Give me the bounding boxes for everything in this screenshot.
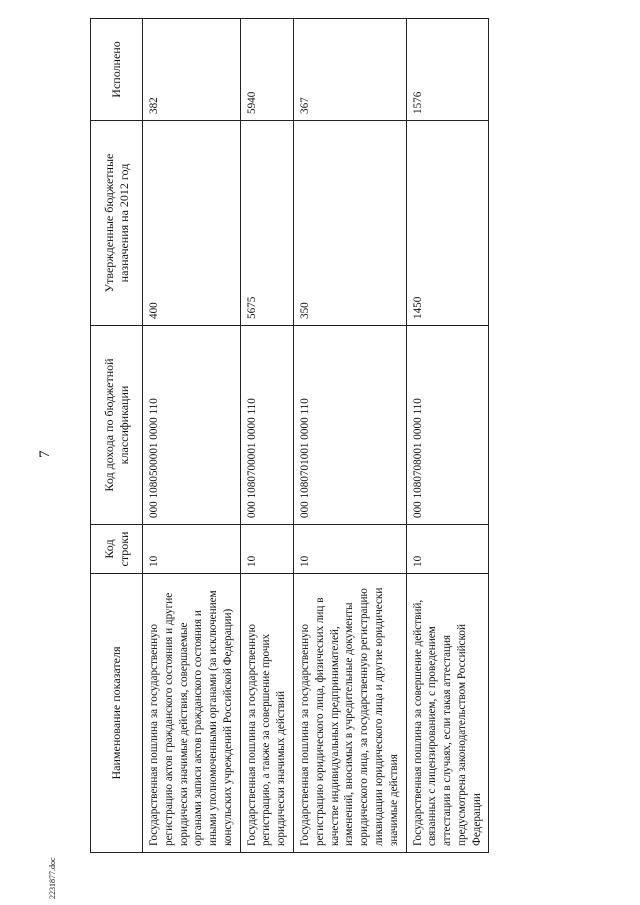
table-row: [240, 19, 293, 853]
header-line-code: Код строки: [91, 525, 143, 574]
row-line-code: 10: [294, 525, 406, 574]
row-executed: 1576: [406, 19, 489, 121]
table-row: [294, 19, 406, 853]
row-income-code: 000 1080708001 0000 110: [406, 326, 489, 525]
header-income-code: Код дохода по бюджетной классификации: [91, 326, 143, 525]
row-approved: 5675: [240, 121, 293, 326]
row-name: Государственная пошлина за государственную регистрацию актов гражданского состояния и другие юридически значимые действия, совершаемые органами записи актов гражданского состояния и иными уполномоченными органами (за исключением консульских учреждений Российской Федерации): [143, 574, 241, 853]
table-header-row: [91, 19, 143, 853]
row-executed: 382: [143, 19, 241, 121]
document-code: 2231877.doc: [48, 857, 57, 899]
header-name: Наименование показателя: [91, 574, 143, 853]
row-approved: 400: [143, 121, 241, 326]
header-executed: Исполнено: [91, 19, 143, 121]
row-income-code: 000 1080500001 0000 110: [143, 326, 241, 525]
budget-table: [90, 18, 489, 853]
row-line-code: 10: [406, 525, 489, 574]
table-row: [406, 19, 489, 853]
row-income-code: 000 1080700001 0000 110: [240, 326, 293, 525]
row-line-code: 10: [240, 525, 293, 574]
table-row: [143, 19, 241, 853]
row-name: Государственная пошлина за государственную регистрацию юридического лица, физических лиц в качестве индивидуальных предпринимателей, изменений, вносимых в учредительные документы юридического лица, за государственную регистрацию ликвидации юридического лица и другие юридически значимые действия: [294, 574, 406, 853]
page-number: 7: [37, 450, 53, 458]
row-approved: 1450: [406, 121, 489, 326]
row-name: Государственная пошлина за государственную регистрацию, а также за совершение прочих юридически значимых действий: [240, 574, 293, 853]
row-approved: 350: [294, 121, 406, 326]
row-executed: 5940: [240, 19, 293, 121]
row-name: Государственная пошлина за совершение действий, связанных с лицензированием, с проведением аттестации в случаях, если такая аттестация предусмотрена законодательством Российской Федерации: [406, 574, 489, 853]
row-executed: 367: [294, 19, 406, 121]
header-approved: Утвержденные бюджетные назначения на 2012 год: [91, 121, 143, 326]
row-income-code: 000 1080701001 0000 110: [294, 326, 406, 525]
row-line-code: 10: [143, 525, 241, 574]
